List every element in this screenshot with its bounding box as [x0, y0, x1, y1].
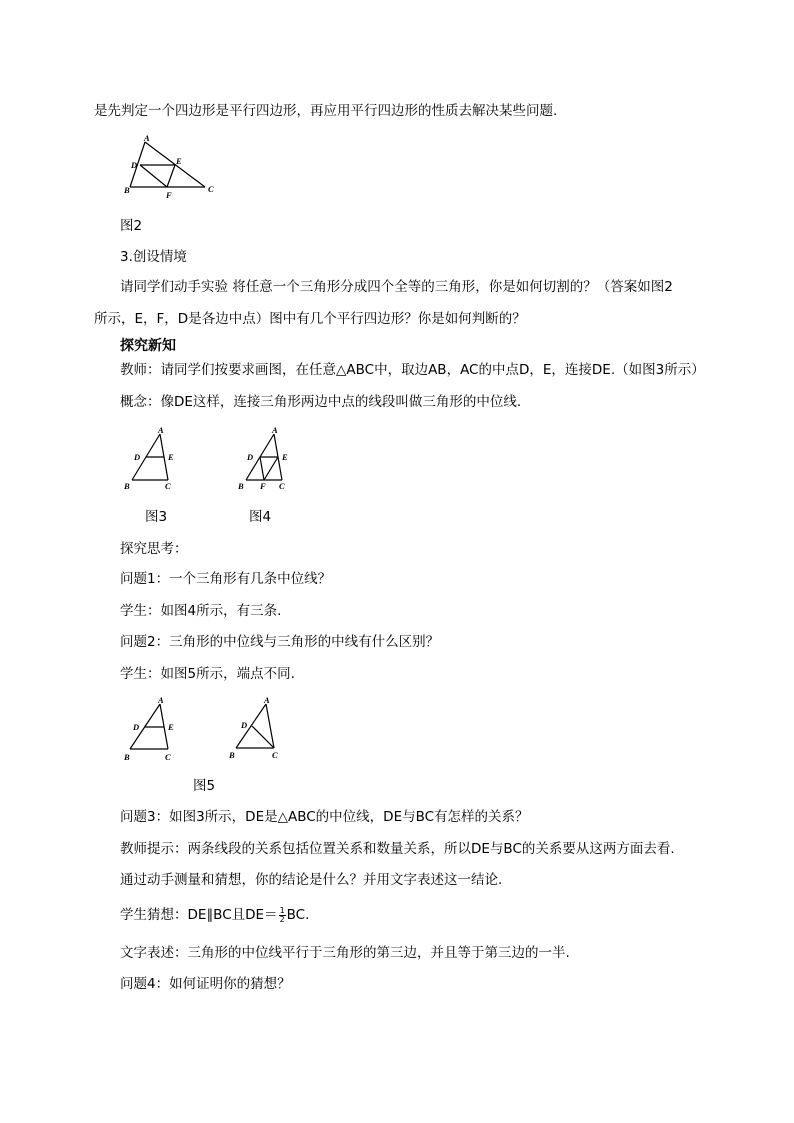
figure-4-caption: 图4	[249, 509, 272, 525]
fig5-right-label-A: A	[264, 695, 270, 705]
fig2-label-B: B	[124, 185, 130, 195]
fig4-label-D: D	[247, 452, 254, 462]
fig2-label-A: A	[144, 133, 150, 143]
fig3-label-C: C	[165, 481, 171, 491]
figure-2-caption: 图2	[120, 218, 143, 234]
student-guess-prefix: 学生猜想：DE∥BC且DE＝	[120, 907, 278, 923]
section-3-title: 3.创设情境	[120, 249, 187, 265]
fig3-label-B: B	[124, 481, 130, 491]
figure-4-triangle	[236, 426, 301, 494]
guess-prompt: 通过动手测量和猜想，你的结论是什么？并用文字表述这一结论.	[120, 872, 503, 888]
fig5-left-label-A: A	[158, 695, 164, 705]
answer-2: 学生：如图5所示，端点不同.	[120, 666, 295, 682]
fig5-right-label-C: C	[272, 750, 278, 760]
fig2-label-E: E	[176, 156, 182, 166]
section-3-text-2: 所示，E，F，D是各边中点）图中有几个平行四边形？你是如何判断的？	[94, 311, 526, 327]
student-guess	[120, 906, 309, 924]
figure-2-triangle	[120, 134, 220, 202]
figure-3-triangle	[122, 426, 187, 494]
one-half-fraction	[279, 907, 286, 924]
student-guess-suffix: BC.	[286, 907, 310, 923]
figure-5-left-triangle	[120, 694, 185, 762]
question-2: 问题2：三角形的中位线与三角形的中线有什么区别？	[120, 634, 440, 650]
fig2-label-F: F	[166, 190, 172, 200]
section-3-text-1: 请同学们动手实验 将任意一个三角形分成四个全等的三角形，你是如何切割的？（答案如图2	[120, 279, 673, 295]
concept-definition: 概念：像DE这样，连接三角形两边中点的线段叫做三角形的中位线.	[120, 394, 522, 410]
fig4-label-F: F	[260, 481, 266, 491]
answer-1: 学生：如图4所示，有三条.	[120, 603, 282, 619]
fig2-label-D: D	[131, 160, 138, 170]
fig4-label-A: A	[272, 425, 278, 435]
question-4: 问题4：如何证明你的猜想？	[120, 976, 291, 992]
intro-text: 是先判定一个四边形是平行四边形，再应用平行四边形的性质去解决某些问题.	[94, 103, 558, 119]
fig5-right-label-D: D	[241, 720, 248, 730]
fig3-label-A: A	[158, 425, 164, 435]
figure-5-right-triangle	[226, 694, 291, 762]
fig5-right-label-B: B	[229, 750, 235, 760]
text-statement: 文字表述：三角形的中位线平行于三角形的第三边，并且等于第三边的一半.	[120, 945, 570, 961]
thinking-title: 探究思考：	[120, 541, 188, 557]
figure-2-lines	[130, 142, 205, 187]
fig2-label-C: C	[208, 184, 214, 194]
fraction-numerator: 1	[279, 905, 285, 915]
fraction-denominator: 2	[279, 914, 285, 924]
fig4-label-E: E	[282, 452, 288, 462]
question-3: 问题3：如图3所示，DE是△ABC的中位线，DE与BC有怎样的关系？	[120, 809, 529, 825]
teacher-hint: 教师提示：两条线段的关系包括位置关系和数量关系，所以DE与BC的关系要从这两方面去看.	[120, 841, 675, 857]
fig4-label-C: C	[279, 481, 285, 491]
fig5-left-label-E: E	[168, 722, 174, 732]
fig5-left-label-B: B	[124, 752, 130, 762]
fig5-left-label-D: D	[133, 722, 140, 732]
fig5-left-label-C: C	[165, 752, 171, 762]
fig3-label-E: E	[168, 452, 174, 462]
figure-3-caption: 图3	[145, 509, 168, 525]
question-1: 问题1：一个三角形有几条中位线？	[120, 571, 332, 587]
teacher-instruction: 教师：请同学们按要求画图，在任意△ABC中，取边AB，AC的中点D，E，连接DE.（如图3所示）	[120, 362, 705, 378]
fig4-label-B: B	[238, 481, 244, 491]
figure-5-caption: 图5	[193, 778, 216, 794]
fig3-label-D: D	[134, 452, 141, 462]
explore-heading: 探究新知	[120, 338, 176, 354]
